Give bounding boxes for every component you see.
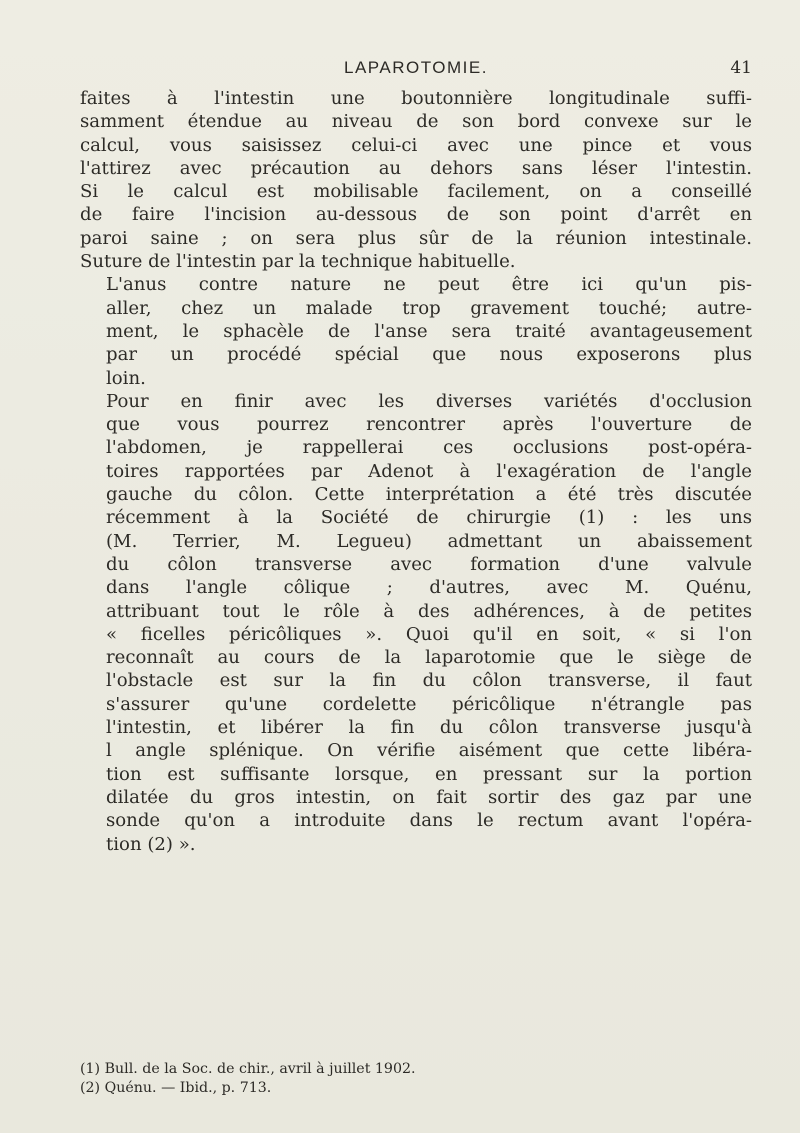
paragraph-1 [80,87,752,273]
body-text [80,87,752,856]
text-line: l'obstacle est sur la fin du côlon transverse, il faut [106,670,752,692]
text-line: Si le calcul est mobilisable facilement, on a conseillé [80,181,752,203]
running-head [80,58,752,84]
text-line: sonde qu'on a introduite dans le rectum avant l'opéra- [106,810,752,832]
text-line: L'anus contre nature ne peut être ici qu'un pis- [106,274,752,296]
text-line: loin. [106,367,146,389]
text-line: reconnaît au cours de la laparotomie que le siège de [106,647,752,669]
text-line: s'assurer qu'une cordelette péricôlique n'étrangle pas [106,693,752,715]
text-line: attribuant tout le rôle à des adhérences, à de petites [106,600,752,622]
text-line: samment étendue au niveau de son bord convexe sur le [80,111,752,133]
text-line: toires rapportées par Adenot à l'exagération de l'angle [106,460,752,482]
footnote-1: (1) Bull. de la Soc. de chir., avril à juillet 1902. [80,1061,416,1077]
text-line: du côlon transverse avec formation d'une valvule [106,553,752,575]
text-line: « ficelles péricôliques ». Quoi qu'il en soit, « si l'on [106,623,752,645]
text-line: l angle splénique. On vérifie aisément que cette libéra- [106,740,752,762]
text-line: tion est suffisante lorsque, en pressant sur la portion [106,763,752,785]
text-line: aller, chez un malade trop gravement touché; autre- [106,297,752,319]
text-line: dilatée du gros intestin, on fait sortir des gaz par une [106,786,752,808]
text-line: tion (2) ». [106,833,196,855]
footnotes [80,1060,752,1098]
text-line: gauche du côlon. Cette interprétation a été très discutée [106,484,752,506]
footnote-2: (2) Quénu. — Ibid., p. 713. [80,1080,272,1096]
text-line: dans l'angle côlique ; d'autres, avec M. Quénu, [106,577,752,599]
paragraph-3 [80,390,752,856]
text-line: paroi saine ; on sera plus sûr de la réunion intestinale. [80,227,752,249]
text-line: l'abdomen, je rappellerai ces occlusions post-opéra- [106,437,752,459]
text-line: ment, le sphacèle de l'anse sera traité avantageusement [106,320,752,342]
text-line: calcul, vous saisissez celui-ci avec une pince et vous [80,134,752,156]
running-title: LAPAROTOMIE. [344,58,488,77]
page-number: 41 [730,58,752,78]
text-line: (M. Terrier, M. Legueu) admettant un abaissement [106,530,752,552]
text-line: l'attirez avec précaution au dehors sans léser l'intestin. [80,157,752,179]
paragraph-2 [80,273,752,389]
text-line: de faire l'incision au-dessous de son point d'arrêt en [80,204,752,226]
text-line: Suture de l'intestin par la technique habituelle. [80,251,516,273]
text-line: l'intestin, et libérer la fin du côlon transverse jusqu'à [106,717,752,739]
text-line: faites à l'intestin une boutonnière longitudinale suffi- [80,88,752,109]
text-line: par un procédé spécial que nous exposerons plus [106,344,752,366]
text-line: Pour en finir avec les diverses variétés d'occlusion [106,390,752,412]
text-line: récemment à la Société de chirurgie (1) : les uns [106,507,752,529]
text-line: que vous pourrez rencontrer après l'ouverture de [106,414,752,436]
